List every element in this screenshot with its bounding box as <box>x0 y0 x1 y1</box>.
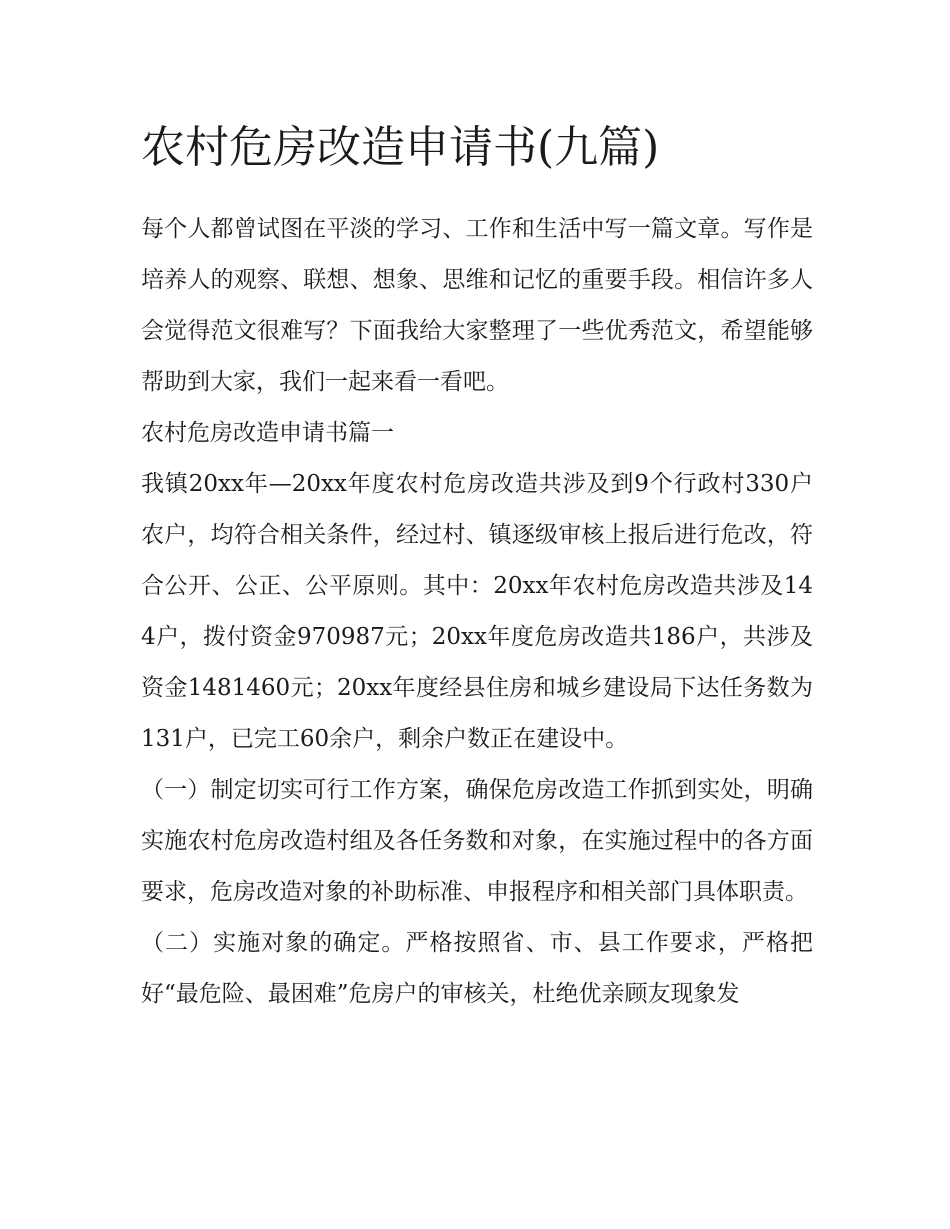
body-paragraph: （二）实施对象的确定。严格按照省、市、县工作要求，严格把好“最危险、最困难”危房户的审核关，杜绝优亲顾友现象发 <box>141 930 813 1007</box>
document-content <box>141 112 813 1020</box>
body-paragraph: 我镇20xx年—20xx年度农村危房改造共涉及到9个行政村330户农户，均符合相关条件，经过村、镇逐级审核上报后进行危改，符合公开、公正、公平原则。其中：20xx年农村危房改造共涉及144户，拨付资金970987元；20xx年度危房改造共186户，共涉及资金1481460元；20xx年度经县住房和城乡建设局下达任务数为131户，已完工60余户，剩余户数正在建设中。 <box>141 471 813 752</box>
document-body <box>141 204 813 1020</box>
document-title: 农村危房改造申请书(九篇) <box>141 122 660 173</box>
intro-paragraph: 每个人都曾试图在平淡的学习、工作和生活中写一篇文章。写作是培养人的观察、联想、想象、思维和记忆的重要手段。相信许多人会觉得范文很难写？下面我给大家整理了一些优秀范文，希望能够帮助到大家，我们一起来看一看吧。 <box>141 216 813 395</box>
section-heading: 农村危房改造申请书篇一 <box>141 420 394 446</box>
body-paragraph: （一）制定切实可行工作方案，确保危房改造工作抓到实处，明确实施农村危房改造村组及各任务数和对象，在实施过程中的各方面要求，危房改造对象的补助标准、申报程序和相关部门具体职责。 <box>141 777 813 905</box>
